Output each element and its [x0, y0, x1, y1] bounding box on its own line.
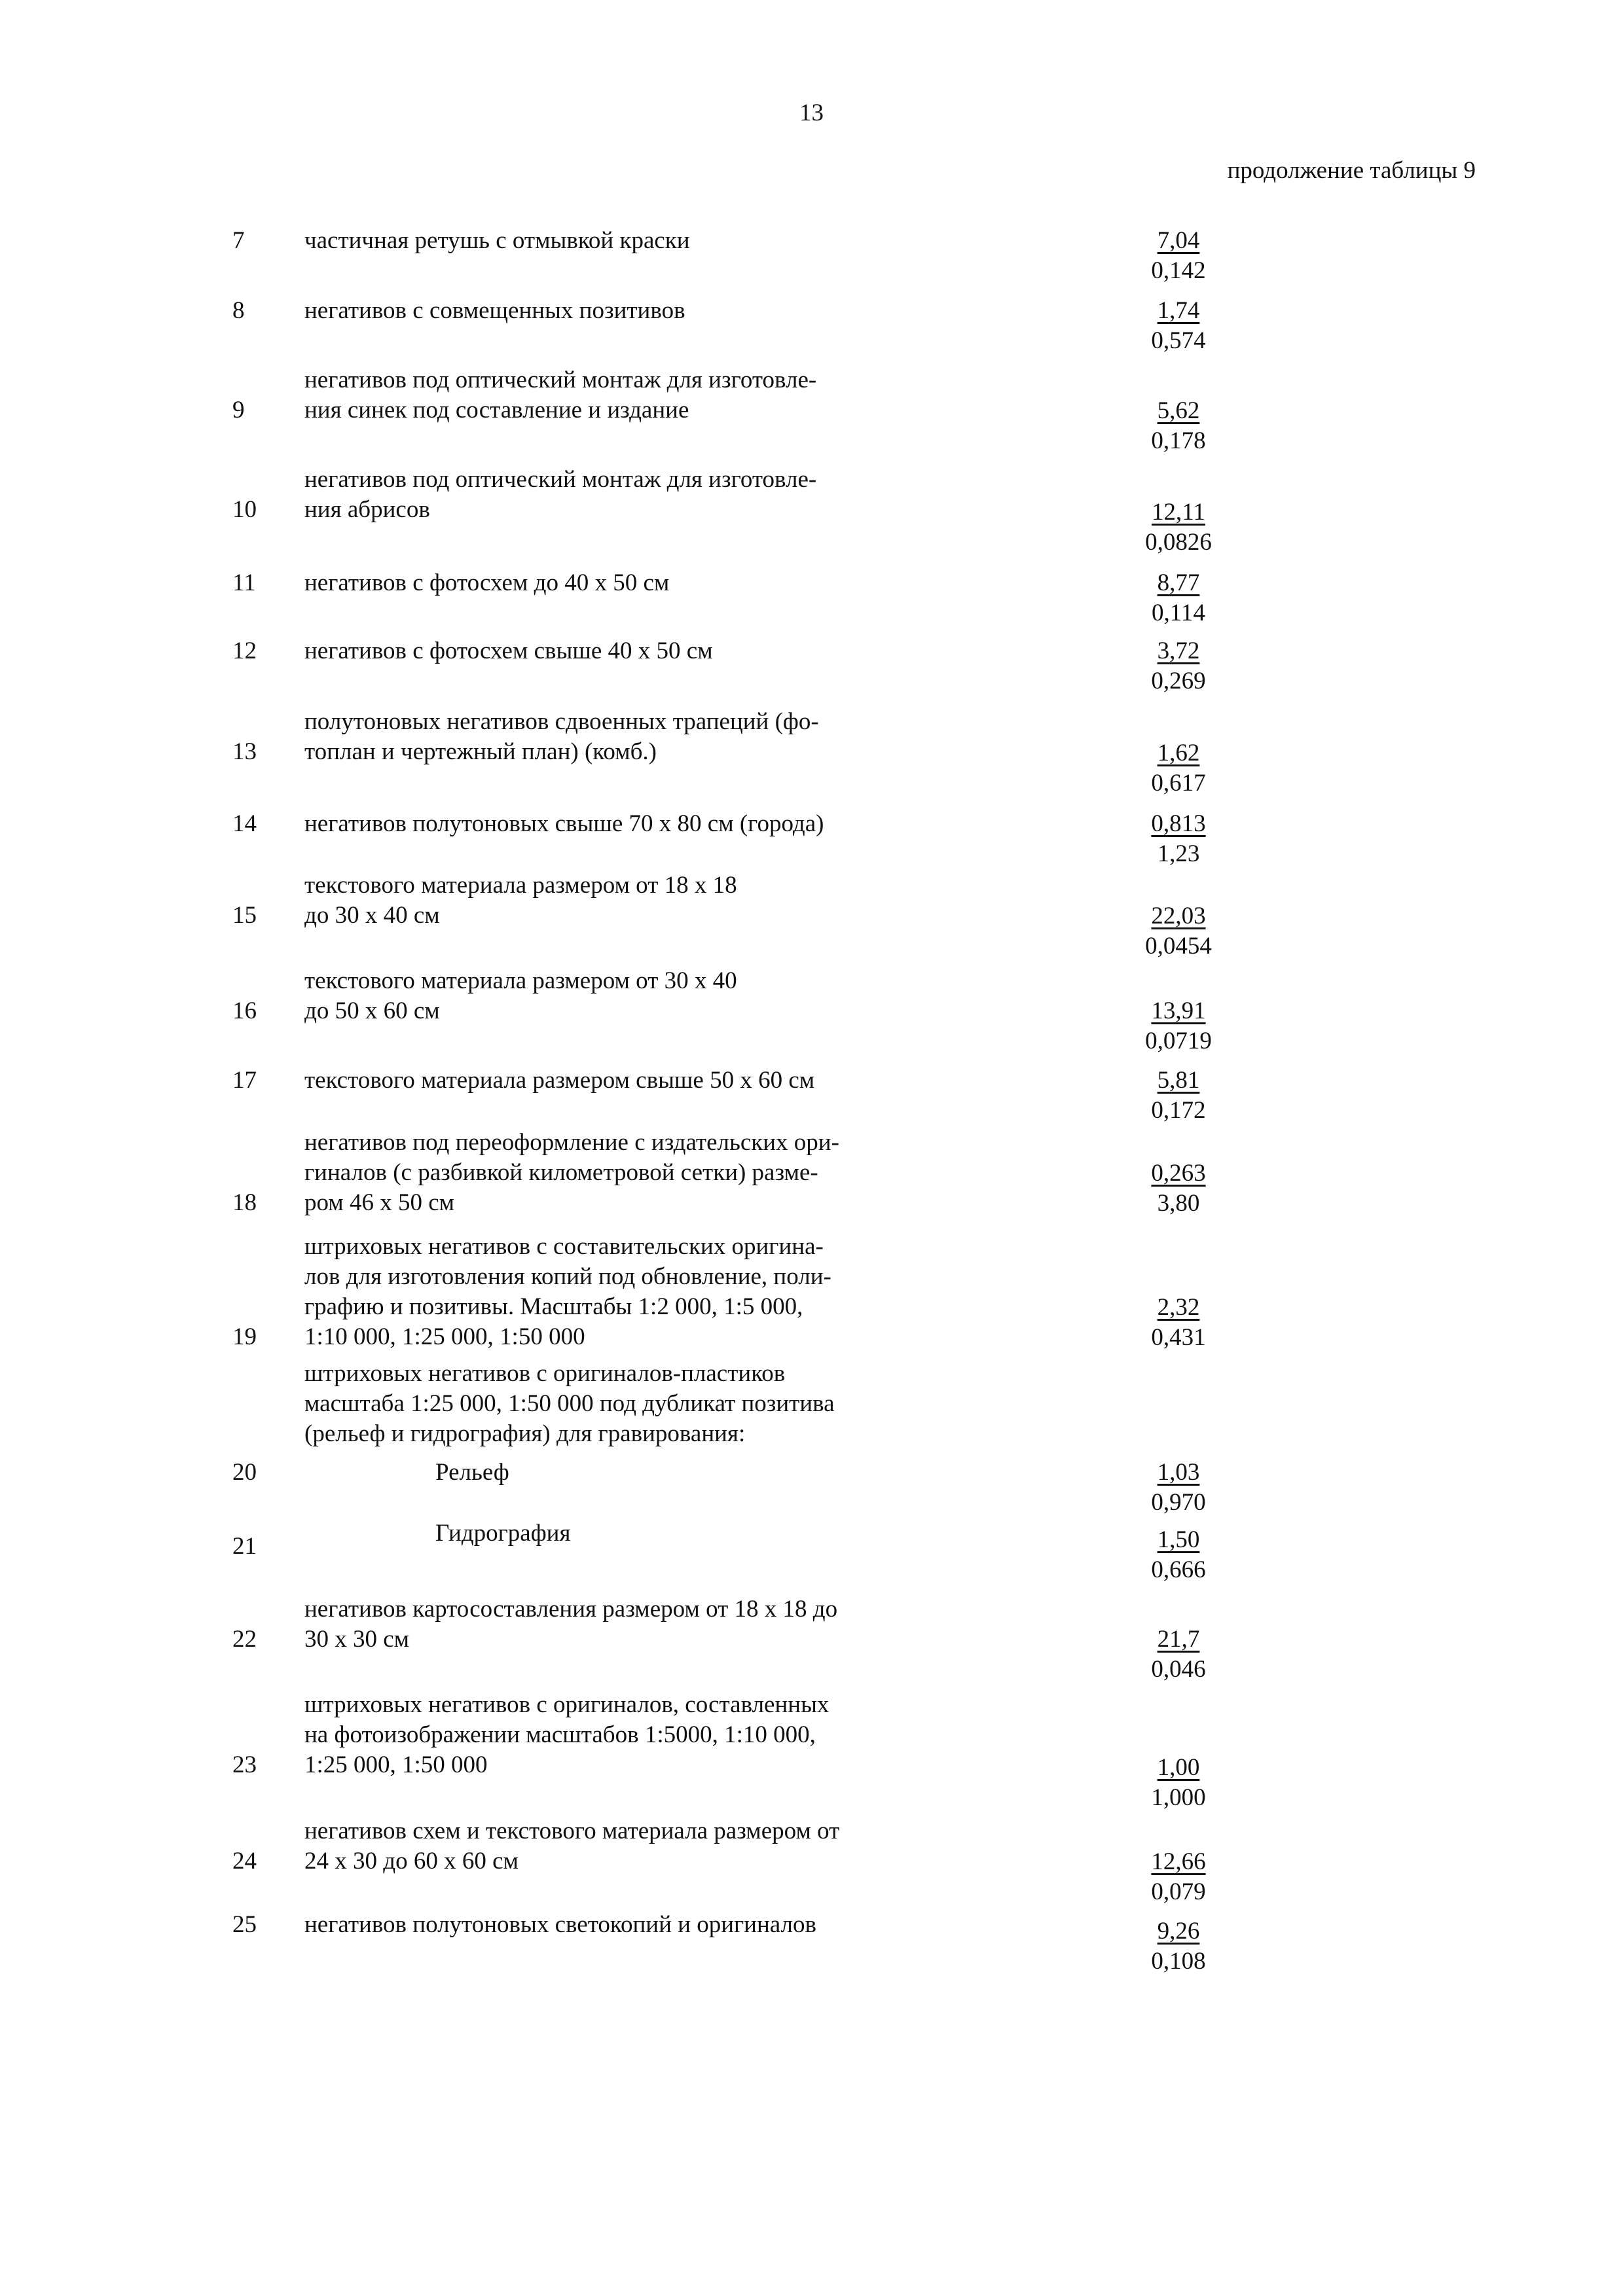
page-number: 13 [799, 99, 824, 126]
row-number: 10 [232, 496, 257, 523]
description-line: негативов полутоновых свыше 70 х 80 см (города) [304, 810, 824, 837]
description-line: негативов под оптический монтаж для изготовле- [304, 367, 817, 393]
norm-value [1106, 1916, 1250, 1977]
row-description [304, 1066, 959, 1096]
row-number: 7 [232, 227, 245, 254]
norm-output-value: 0,666 [1151, 1556, 1206, 1583]
description-line: Рельеф [435, 1459, 509, 1486]
description-line: негативов полутоновых светокопий и оригиналов [304, 1911, 816, 1938]
row-number: 25 [232, 1911, 257, 1938]
norm-time-value: 22,03 [1151, 903, 1206, 929]
norm-value [1106, 1624, 1250, 1685]
norm-value [1106, 1753, 1250, 1813]
description-line: негативов под переоформление с издательских ори- [304, 1129, 839, 1156]
description-line: графию и позитивы. Масштабы 1:2 000, 1:5 000, [304, 1293, 803, 1320]
norm-value [1106, 996, 1250, 1056]
row-description [304, 465, 959, 525]
norm-time-value: 5,81 [1157, 1067, 1200, 1094]
norm-value [1106, 1293, 1250, 1353]
norm-value [1106, 396, 1250, 456]
row-description [304, 1816, 959, 1876]
norm-time-value: 0,813 [1151, 810, 1206, 837]
row-description [304, 365, 959, 425]
description-line: 30 х 30 см [304, 1626, 410, 1653]
norm-time-value: 8,77 [1157, 569, 1200, 596]
norm-time-value: 1,00 [1157, 1754, 1200, 1781]
norm-time-value: 13,91 [1151, 997, 1206, 1024]
row-description [304, 1594, 959, 1655]
description-line: топлан и чертежный план) (комб.) [304, 738, 657, 765]
description-line: текстового материала размером свыше 50 х 60 см [304, 1067, 815, 1094]
row-description [304, 296, 959, 326]
row-number: 9 [232, 397, 245, 423]
norm-output-value: 0,108 [1151, 1948, 1206, 1975]
row-description [304, 1128, 959, 1218]
norm-value [1106, 1847, 1250, 1907]
description-line: штриховых негативов с оригиналов, составленных [304, 1691, 830, 1718]
row-number: 21 [232, 1533, 257, 1560]
row-description [304, 1690, 959, 1780]
norm-time-value: 21,7 [1157, 1626, 1200, 1653]
description-line: ния синек под составление и издание [304, 397, 689, 423]
norm-output-value: 0,269 [1151, 668, 1206, 694]
row-description [435, 1518, 1090, 1549]
row-number: 14 [232, 810, 257, 837]
norm-value [1106, 226, 1250, 286]
norm-output-value: 0,431 [1151, 1324, 1206, 1351]
norm-time-value: 12,66 [1151, 1848, 1206, 1875]
description-line: частичная ретушь с отмывкой краски [304, 227, 690, 254]
description-line: полутоновых негативов сдвоенных трапеций (фо- [304, 708, 819, 735]
norm-output-value: 0,0826 [1145, 529, 1212, 556]
norm-output-value: 0,574 [1151, 327, 1206, 354]
row-number: 15 [232, 902, 257, 929]
description-line: негативов картосоставления размером от 18 х 18 до [304, 1596, 838, 1623]
description-line: штриховых негативов с оригиналов-пластиков [304, 1360, 786, 1387]
norm-time-value: 1,62 [1157, 740, 1200, 766]
row-description [304, 966, 959, 1026]
norm-value [1106, 901, 1250, 961]
description-line: Гидрография [435, 1520, 571, 1547]
norm-value [1106, 738, 1250, 798]
norm-time-value: 0,263 [1151, 1160, 1206, 1187]
row-number: 13 [232, 738, 257, 765]
description-line: ром 46 х 50 см [304, 1189, 455, 1216]
description-line: масштаба 1:25 000, 1:50 000 под дубликат позитива [304, 1390, 835, 1417]
norm-output-value: 0,079 [1151, 1878, 1206, 1905]
norm-time-value: 1,03 [1157, 1459, 1200, 1486]
row-description [304, 226, 959, 256]
norm-value [1106, 568, 1250, 628]
norm-value [1106, 497, 1250, 558]
description-line: гиналов (с разбивкой километровой сетки) разме- [304, 1159, 818, 1186]
norm-output-value: 0,142 [1151, 257, 1206, 284]
row-number: 23 [232, 1751, 257, 1778]
description-line: лов для изготовления копий под обновление, поли- [304, 1263, 831, 1290]
description-line: штриховых негативов с составительских оригина- [304, 1233, 824, 1260]
description-line: ния абрисов [304, 496, 430, 523]
description-line: текстового материала размером от 18 х 18 [304, 872, 737, 899]
row-description [304, 568, 959, 598]
row-number: 18 [232, 1189, 257, 1216]
norm-output-value: 0,970 [1151, 1489, 1206, 1516]
norm-time-value: 9,26 [1157, 1918, 1200, 1945]
row-number: 11 [232, 569, 256, 596]
description-line: 1:25 000, 1:50 000 [304, 1751, 488, 1778]
norm-time-value: 2,32 [1157, 1294, 1200, 1321]
row-number: 20 [232, 1459, 257, 1486]
description-line: негативов с фотосхем до 40 х 50 см [304, 569, 670, 596]
norm-output-value: 3,80 [1157, 1190, 1200, 1217]
description-line: негативов с совмещенных позитивов [304, 297, 685, 324]
norm-value [1106, 1458, 1250, 1518]
description-line: негативов с фотосхем свыше 40 х 50 см [304, 637, 713, 664]
row-number: 22 [232, 1626, 257, 1653]
row-number: 17 [232, 1067, 257, 1094]
table-continuation-label: продолжение таблицы 9 [1227, 157, 1476, 184]
row-description [304, 809, 959, 839]
row-description [304, 870, 959, 931]
description-line: (рельеф и гидрография) для гравирования: [304, 1420, 746, 1447]
norm-time-value: 1,74 [1157, 297, 1200, 324]
row-number: 16 [232, 997, 257, 1024]
description-line: 1:10 000, 1:25 000, 1:50 000 [304, 1323, 585, 1350]
row-description [304, 1910, 959, 1940]
norm-time-value: 5,62 [1157, 397, 1200, 424]
description-line: на фотоизображении масштабов 1:5000, 1:10 000, [304, 1721, 816, 1748]
description-line: до 50 х 60 см [304, 997, 440, 1024]
norm-output-value: 1,23 [1157, 840, 1200, 867]
description-line: до 30 х 40 см [304, 902, 440, 929]
row-number: 12 [232, 637, 257, 664]
norm-output-value: 0,617 [1151, 770, 1206, 797]
norm-output-value: 0,0454 [1145, 933, 1212, 960]
norm-output-value: 0,178 [1151, 427, 1206, 454]
row-description [304, 636, 959, 666]
norm-time-value: 7,04 [1157, 227, 1200, 254]
norm-value [1106, 296, 1250, 356]
row-number: 19 [232, 1323, 257, 1350]
norm-value [1106, 1158, 1250, 1219]
description-line: негативов схем и текстового материала размером от [304, 1818, 840, 1844]
description-line: негативов под оптический монтаж для изготовле- [304, 466, 817, 493]
norm-output-value: 1,000 [1151, 1784, 1206, 1811]
row-description [304, 1232, 959, 1352]
norm-value [1106, 636, 1250, 696]
norm-value [1106, 809, 1250, 869]
row-number: 24 [232, 1848, 257, 1874]
norm-value [1106, 1066, 1250, 1126]
row-description [304, 1359, 959, 1449]
norm-time-value: 3,72 [1157, 637, 1200, 664]
norm-value [1106, 1525, 1250, 1585]
norm-output-value: 0,114 [1152, 600, 1205, 626]
norm-time-value: 12,11 [1152, 499, 1205, 526]
description-line: 24 х 30 до 60 х 60 см [304, 1848, 519, 1874]
row-description [304, 707, 959, 767]
row-number: 8 [232, 297, 245, 324]
norm-output-value: 0,0719 [1145, 1028, 1212, 1054]
description-line: текстового материала размером от 30 х 40 [304, 967, 737, 994]
row-description [435, 1458, 1090, 1488]
norm-time-value: 1,50 [1157, 1526, 1200, 1553]
norm-output-value: 0,046 [1151, 1656, 1206, 1683]
norm-output-value: 0,172 [1151, 1097, 1206, 1124]
